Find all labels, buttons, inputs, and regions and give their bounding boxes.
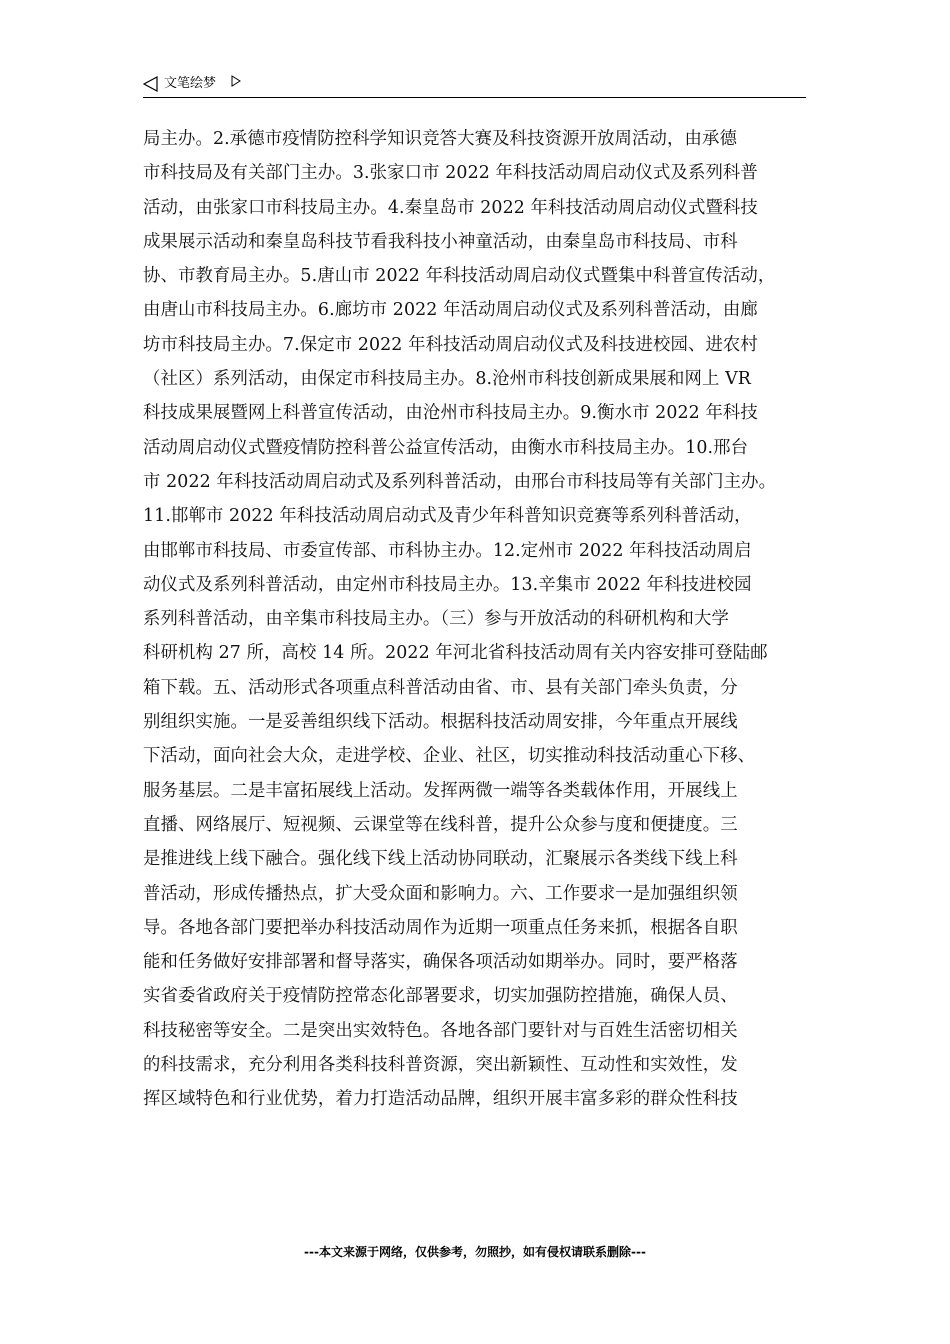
- header-divider: [143, 97, 806, 98]
- body-text: [143, 122, 811, 1117]
- body-line: 动仪式及系列科普活动，由定州市科技局主办。13.辛集市 2022 年科技进校园: [143, 574, 752, 595]
- body-line: 下活动，面向社会大众，走进学校、企业、社区，切实推动科技活动重心下移、: [143, 746, 756, 767]
- triangle-left-outline-icon: [143, 76, 159, 92]
- body-line: 导。各地各部门要把举办科技活动周作为近期一项重点任务来抓，根据各自职: [143, 917, 738, 938]
- body-line: 由邯郸市科技局、市委宣传部、市科协主办。12.定州市 2022 年科技活动周启: [143, 540, 752, 561]
- body-line: 科技秘密等安全。二是突出实效特色。各地各部门要针对与百姓生活密切相关: [143, 1020, 738, 1041]
- body-line: 市 2022 年科技活动周启动式及系列科普活动，由邢台市科技局等有关部门主办。: [143, 471, 777, 492]
- body-line: 的科技需求，充分利用各类科技科普资源，突出新颖性、互动性和实效性，发: [143, 1055, 738, 1076]
- body-line: 是推进线上线下融合。强化线下线上活动协同联动，汇聚展示各类线下线上科: [143, 849, 738, 870]
- page-header: [143, 74, 806, 98]
- header-title: 文笔绘梦: [164, 76, 217, 91]
- body-line: 直播、网络展厅、短视频、云课堂等在线科普，提升公众参与度和便捷度。三: [143, 814, 738, 835]
- body-line: 别组织实施。一是妥善组织线下活动。根据科技活动周安排，今年重点开展线: [143, 712, 738, 733]
- body-line: 11.邯郸市 2022 年科技活动周启动式及青少年科普知识竞赛等系列科普活动，: [143, 506, 752, 527]
- body-line: 系列科普活动，由辛集市科技局主办。（三）参与开放活动的科研机构和大学: [143, 609, 729, 630]
- triangle-right-outline-icon: [231, 75, 241, 87]
- body-line: 普活动，形成传播热点，扩大受众面和影响力。六、工作要求一是加强组织领: [143, 883, 738, 904]
- body-line: 市科技局及有关部门主办。3.张家口市 2022 年科技活动周启动仪式及系列科普: [143, 163, 758, 184]
- body-line: 成果展示活动和秦皇岛科技节看我科技小神童活动，由秦皇岛市科技局、市科: [143, 231, 738, 252]
- body-line: 科技成果展暨网上科普宣传活动，由沧州市科技局主办。9.衡水市 2022 年科技: [143, 403, 758, 424]
- body-line: 箱下载。五、活动形式各项重点科普活动由省、市、县有关部门牵头负责，分: [143, 677, 738, 698]
- footer-disclaimer: ---本文来源于网络，仅供参考，勿照抄，如有侵权请联系删除---: [304, 1245, 646, 1259]
- body-line: 由唐山市科技局主办。6.廊坊市 2022 年活动周启动仪式及系列科普活动，由廊: [143, 300, 758, 321]
- body-line: 挥区域特色和行业优势，着力打造活动品牌，组织开展丰富多彩的群众性科技: [143, 1089, 738, 1110]
- body-line: 坊市科技局主办。7.保定市 2022 年科技活动周启动仪式及科技进校园、进农村: [143, 334, 758, 355]
- body-line: 活动，由张家口市科技局主办。4.秦皇岛市 2022 年科技活动周启动仪式暨科技: [143, 197, 758, 218]
- body-line: 局主办。2.承德市疫情防控科学知识竞答大赛及科技资源开放周活动，由承德: [143, 129, 737, 149]
- body-line: 协、市教育局主办。5.唐山市 2022 年科技活动周启动仪式暨集中科普宣传活动，: [143, 266, 776, 287]
- body-line: 能和任务做好安排部署和督导落实，确保各项活动如期举办。同时，要严格落: [143, 952, 738, 973]
- body-line: 服务基层。二是丰富拓展线上活动。发挥两微一端等各类载体作用，开展线上: [143, 780, 738, 801]
- body-line: 实省委省政府关于疫情防控常态化部署要求，切实加强防控措施，确保人员、: [143, 986, 738, 1007]
- body-line: 活动周启动仪式暨疫情防控科普公益宣传活动，由衡水市科技局主办。10.邢台: [143, 437, 749, 458]
- body-line: 科研机构 27 所，高校 14 所。2022 年河北省科技活动周有关内容安排可登陆邮: [143, 643, 768, 664]
- body-line: （社区）系列活动，由保定市科技局主办。8.沧州市科技创新成果展和网上 VR: [143, 369, 751, 390]
